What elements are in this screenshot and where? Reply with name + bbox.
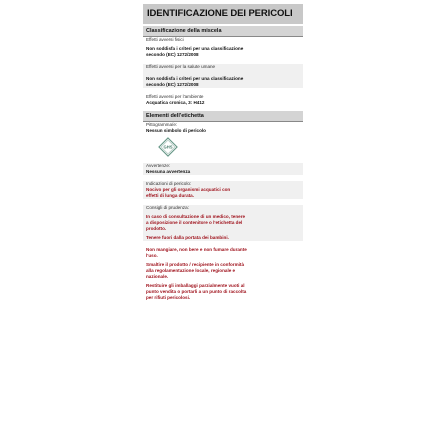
precaution-line: Non mangiare, non bere e non fumare durante [146, 247, 247, 252]
precautionary-block [143, 205, 303, 241]
hazard-statements-block [143, 181, 303, 199]
precaution-line: Smaltire il prodotto / recipiente in conformità [146, 262, 245, 267]
pictogram-block [143, 122, 303, 160]
classification-heading: Classificazione della miscela [143, 26, 303, 37]
physical-effects-value-line: secondo (EC) 1272/2008 [146, 52, 199, 57]
health-effects-label: Effetti avversi per la salute umane [146, 64, 216, 69]
ghs-diamond-icon [158, 137, 178, 157]
precaution-line: nazionale. [146, 274, 169, 279]
pictogram-label: Pittogramma/e: [146, 122, 178, 127]
precaution-line: In caso di consultazione di un medico, tenere [146, 214, 246, 219]
label-elements-heading: Elementi dell'etichetta [143, 111, 303, 122]
precaution-line: prodotto. [146, 226, 167, 231]
signal-word-block [143, 163, 303, 175]
signal-word-value: Nessuna avvertenza [146, 169, 191, 174]
health-effects-value-line: secondo (EC) 1272/2008 [146, 82, 199, 87]
environment-effects [143, 94, 303, 106]
environment-effects-value: Acquatica cronica, 3: H412 [146, 100, 205, 105]
precaution-line: Tenere fuori dalla portata dei bambini. [146, 235, 229, 240]
hazard-statement-line: Nocivo per gli organismi acquatici con [146, 187, 231, 192]
precautionary-label: Consigli di prudenza: [146, 205, 189, 210]
precaution-line: per rifiuti pericolosi. [146, 295, 191, 300]
precautionary-block-2 [143, 247, 303, 301]
physical-effects [143, 37, 303, 58]
precaution-line: a disposizione il contenitore o l'etichetta del [146, 220, 243, 225]
hazard-identification-panel [143, 4, 303, 301]
precaution-line: punto vendita o portarli a un punto di raccolta [146, 289, 247, 294]
environment-effects-label: Effetti avversi per l'ambiente [146, 94, 204, 99]
pictogram-value: Nessun simbolo di pericolo [146, 128, 206, 133]
hazard-statements-label: Indicazioni di pericolo: [146, 181, 192, 186]
health-effects [143, 64, 303, 88]
physical-effects-value-line: Non soddisfa i criteri per una classificazione [146, 46, 244, 51]
health-effects-value-line: Non soddisfa i criteri per una classificazione [146, 76, 244, 81]
precaution-line: Restituire gli imballaggi parzialmente vuoti al [146, 283, 245, 288]
signal-word-label: Avvertenze: [146, 163, 171, 168]
physical-effects-label: Effetti avversi fisici [146, 37, 184, 42]
precaution-line: alla regolamentazione locale, regionale e [146, 268, 236, 273]
hazard-statement-line: effetti di lunga durata. [146, 193, 194, 198]
section-title: IDENTIFICAZIONE DEI PERICOLI [143, 4, 303, 24]
ghs-icon-text: GHS [163, 144, 173, 150]
precaution-line: l'uso. [146, 253, 158, 258]
